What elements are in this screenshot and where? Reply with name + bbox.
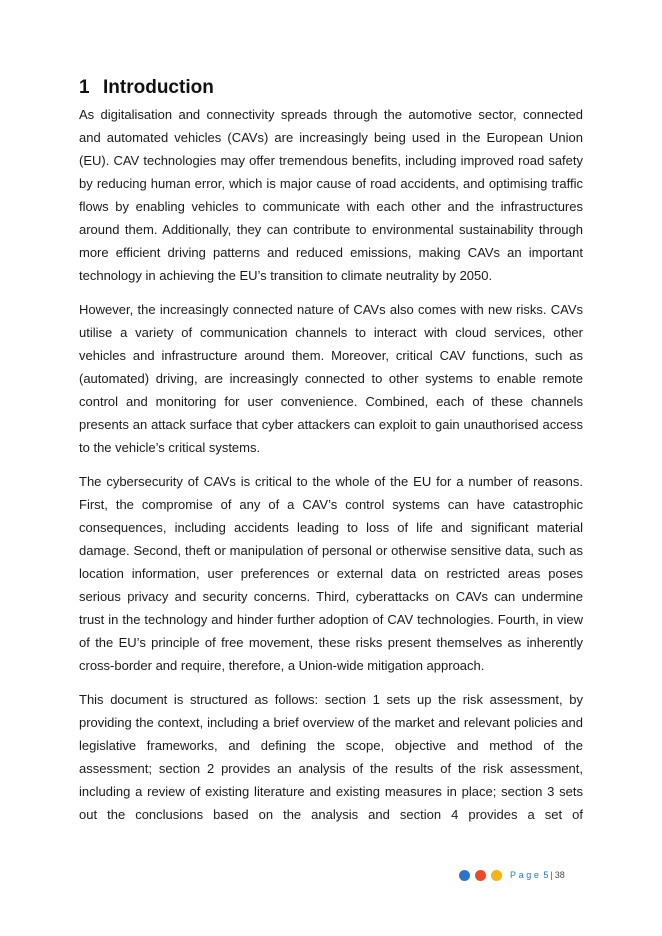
footer-dot-blue-icon [459, 870, 470, 881]
section-number: 1 [79, 77, 90, 98]
page-separator: | [550, 870, 553, 880]
section-title: Introduction [103, 77, 214, 98]
section-heading [79, 76, 214, 100]
footer-dot-red-icon [475, 870, 486, 881]
paragraph: This document is structured as follows: section 1 sets up the risk assessment, by providing the context, including a brief overview of the market and relevant policies and legislative frameworks, and defining the scope, objective and method of the assessment; section 2 provides an analysis of the results of the risk assessment, including a review of existing literature and existing measures in place; section 3 sets out the conclusions based on the analysis and section 4 provides a set of [79, 692, 583, 822]
body-text [79, 103, 583, 826]
page-footer [459, 867, 565, 883]
page-label: Page [510, 870, 542, 880]
page-number: 5 [543, 870, 549, 880]
paragraph: As digitalisation and connectivity spreads through the automotive sector, connected and automated vehicles (CAVs) are increasingly being used in the European Union (EU). CAV technologies may offer tremendous benefits, including improved road safety by reducing human error, which is major cause of road accidents, and optimising traffic flows by enabling vehicles to communicate with each other and the infrastructures around them. Additionally, they can contribute to environmental sustainability through more efficient driving patterns and reduced emissions, making CAVs an important technology in achieving the EU’s transition to climate neutrality by 2050. [79, 107, 583, 283]
paragraph: The cybersecurity of CAVs is critical to the whole of the EU for a number of reasons. First, the compromise of any of a CAV’s control systems can have catastrophic consequences, including accidents leading to loss of life and significant material damage. Second, theft or manipulation of personal or otherwise sensitive data, such as location information, user preferences or external data on restricted areas poses serious privacy and security concerns. Third, cyberattacks on CAVs can undermine trust in the technology and hinder further adoption of CAV technologies. Fourth, in view of the EU’s principle of free movement, these risks present themselves as inherently cross-border and require, therefore, a Union-wide mitigation approach. [79, 474, 583, 673]
paragraph: However, the increasingly connected nature of CAVs also comes with new risks. CAVs utilise a variety of communication channels to interact with cloud services, other vehicles and infrastructure around them. Moreover, critical CAV functions, such as (automated) driving, are increasingly connected to other systems to enable remote control and monitoring for user convenience. Combined, each of these channels presents an attack surface that cyber attackers can exploit to gain unauthorised access to the vehicle’s critical systems. [79, 302, 583, 455]
footer-dot-yellow-icon [491, 870, 502, 881]
total-pages: 38 [554, 870, 565, 880]
